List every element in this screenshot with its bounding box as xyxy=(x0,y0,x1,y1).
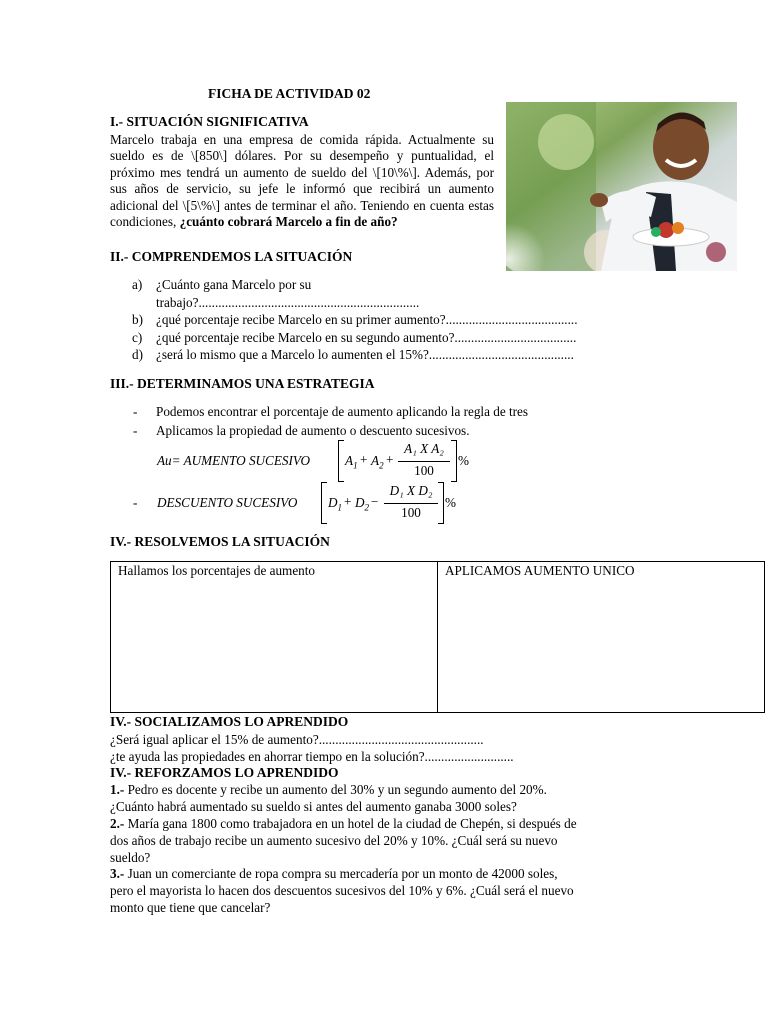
bullet-dash: - xyxy=(133,404,138,419)
formula-term: $D_1$ xyxy=(328,495,343,513)
section-heading-situacion: I.- SITUACIÓN SIGNIFICATIVA xyxy=(110,114,309,129)
formula-aumento-lhs: Au= AUMENTO SUCESIVO xyxy=(157,453,311,468)
fraction-line xyxy=(384,503,438,504)
formula-bracket-right xyxy=(438,482,444,524)
formula-percent: % xyxy=(458,453,469,468)
situation-paragraph xyxy=(110,132,494,230)
problem-line: dos años de trabajo recibe un aumento sucesivo del 20% y 10%. ¿Cuál será su nuevo xyxy=(110,833,558,848)
section-heading-comprendemos: II.- COMPRENDEMOS LA SITUACIÓN xyxy=(110,249,353,264)
socialize-question: ¿Será igual aplicar el 15% de aumento?.................................................. xyxy=(110,732,484,747)
question-list xyxy=(0,276,768,364)
list-item: trabajo?................................................................... xyxy=(156,294,420,310)
bullet-dash: - xyxy=(133,495,138,510)
strategy-bullet: Aplicamos la propiedad de aumento o descuento sucesivos. xyxy=(156,423,470,438)
fraction-line xyxy=(398,461,450,462)
problem-line: monto que tiene que cancelar? xyxy=(110,900,271,915)
list-item: a) ¿Cuánto gana Marcelo por su xyxy=(132,277,312,292)
situation-text: Marcelo trabaja en una empresa de comida rápida. Actualmente su sueldo es de \[850\] dólares. Por su desempeño y puntualidad, el próximo mes tendrá un aumento de sueldo del \[10\%\]. Además, por sus años de servicio, su jefe le informó que recibirá un aumento adicional del \[5\%\] antes de terminar el año. Teniendo en cuenta estas condiciones, xyxy=(110,132,494,230)
formula-denominator: 100 xyxy=(414,463,434,478)
formula-operator: − xyxy=(371,494,379,509)
formula-denominator: 100 xyxy=(401,505,421,520)
formula-term: $A_1$ xyxy=(345,453,358,471)
situation-question: ¿cuánto cobrará Marcelo a fin de año? xyxy=(179,214,398,230)
problem-line: 1.- Pedro es docente y recibe un aumento del 30% y un segundo aumento del 20%. xyxy=(110,782,547,797)
formula-numerator: D₁ X D₂ xyxy=(389,483,433,498)
problem-line: sueldo? xyxy=(110,850,151,865)
problem-line: 2.- María gana 1800 como trabajadora en un hotel de la ciudad de Chepén, si después de xyxy=(110,816,577,831)
list-item: c) ¿qué porcentaje recibe Marcelo en su segundo aumento?..................................... xyxy=(132,329,577,345)
list-item: b) ¿qué porcentaje recibe Marcelo en su primer aumento?........................................ xyxy=(132,312,578,328)
formula-bracket-left xyxy=(321,482,327,524)
formula-percent: % xyxy=(445,495,456,510)
section-heading-estrategia: III.- DETERMINAMOS UNA ESTRATEGIA xyxy=(110,376,375,391)
formula-descuento-lhs: DESCUENTO SUCESIVO xyxy=(157,495,298,510)
formula-bracket-right xyxy=(451,440,457,482)
formula-term: $A_2$ xyxy=(371,453,384,471)
formula-numerator: A₁ X A₂ xyxy=(404,441,444,456)
formula-operator: + xyxy=(360,452,368,467)
problem-line: 3.- Juan un comerciante de ropa compra su mercadería por un monto de 42000 soles, xyxy=(110,866,558,881)
problem-line: pero el mayorista lo hacen dos descuentos sucesivos del 10% y 6%. ¿Cuál será el nuevo xyxy=(110,883,574,898)
chef-photo xyxy=(506,102,737,271)
formula-operator: + xyxy=(386,452,394,467)
formula-bracket-left xyxy=(338,440,344,482)
list-item: d) ¿será lo mismo que a Marcelo lo aumenten el 15%?............................................ xyxy=(132,347,574,363)
socialize-question: ¿te ayuda las propiedades en ahorrar tiempo en la solución?........................... xyxy=(110,749,514,764)
table-header-aumento-unico: APLICAMOS AUMENTO UNICO xyxy=(445,563,635,578)
section-heading-reforzamos: IV.- REFORZAMOS LO APRENDIDO xyxy=(110,765,339,780)
bullet-dash: - xyxy=(133,423,138,438)
section-heading-socializamos: IV.- SOCIALIZAMOS LO APRENDIDO xyxy=(110,714,349,729)
formula-operator: + xyxy=(344,494,352,509)
section-heading-resolvemos: IV.- RESOLVEMOS LA SITUACIÓN xyxy=(110,534,330,549)
solution-table xyxy=(110,561,765,713)
table-header-porcentajes: Hallamos los porcentajes de aumento xyxy=(118,563,316,578)
strategy-bullet: Podemos encontrar el porcentaje de aumento aplicando la regla de tres xyxy=(156,404,529,419)
formula-term: $D_2$ xyxy=(355,495,370,513)
table-divider xyxy=(437,562,438,712)
page-title: FICHA DE ACTIVIDAD 02 xyxy=(208,86,371,101)
problem-line: ¿Cuánto habrá aumentado su sueldo si antes del aumento ganaba 3000 soles? xyxy=(110,799,517,814)
